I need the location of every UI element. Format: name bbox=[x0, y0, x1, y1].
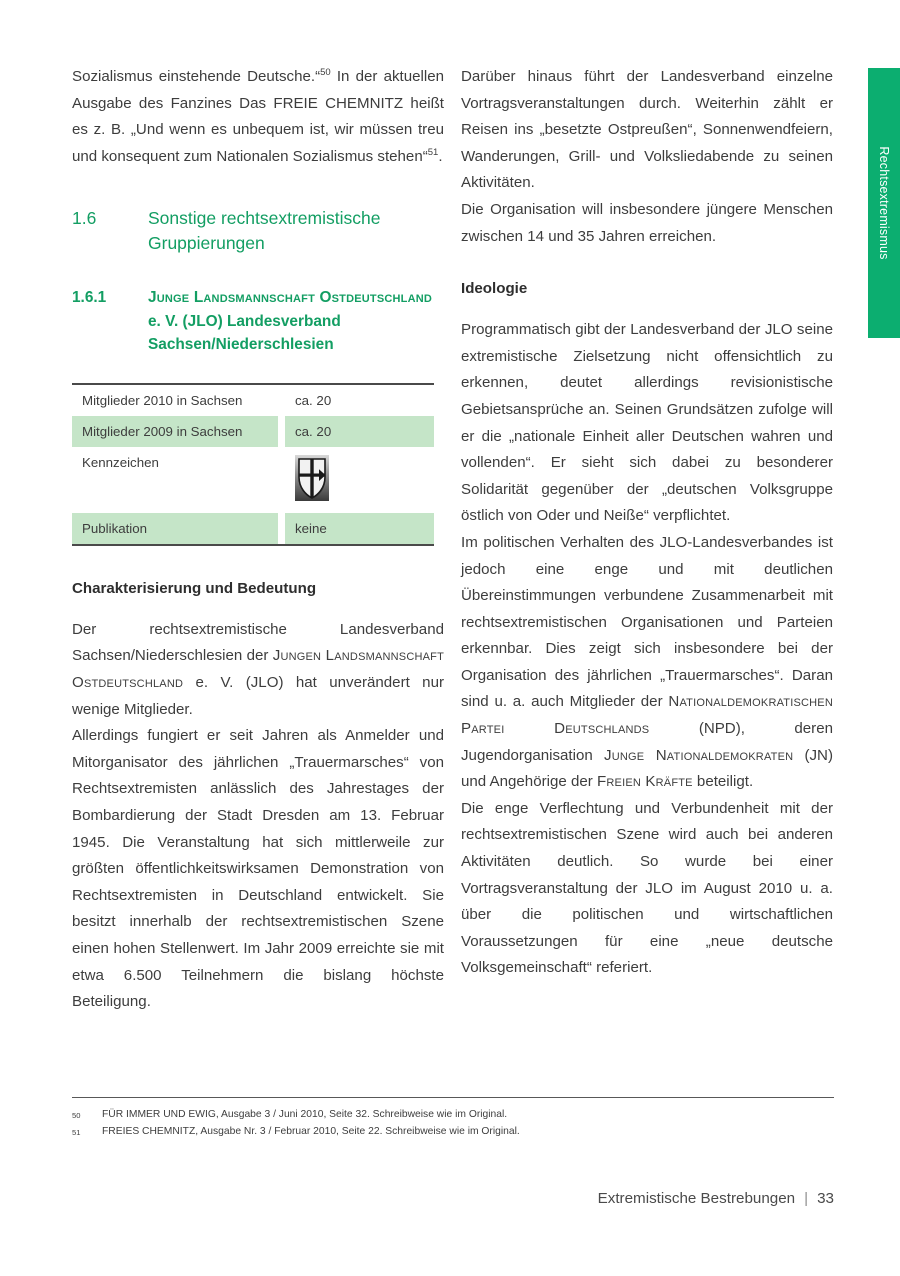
footnote-number: 51 bbox=[72, 1127, 81, 1137]
table-cell-value: ca. 20 bbox=[295, 392, 332, 408]
left-paragraph-1 bbox=[72, 617, 444, 723]
subsection-title-rest: e. V. (JLO) Landesverband Sachsen/Niederschlesien bbox=[148, 312, 341, 354]
footnote-ref-51[interactable]: 51 bbox=[427, 146, 439, 158]
section-tab-label: Rechtsextremismus bbox=[877, 146, 891, 260]
footnote-text: FREIES CHEMNITZ, Ausgabe Nr. 3 / Februar 2010, Seite 22. Schreibweise wie im Original. bbox=[102, 1125, 520, 1137]
footnote-number: 50 bbox=[72, 1111, 81, 1120]
table-column-gap bbox=[278, 416, 285, 447]
table-cell-label: Publikation bbox=[72, 513, 278, 544]
table-cell-value: ca. 20 bbox=[285, 416, 434, 447]
left-intro-paragraph bbox=[72, 64, 444, 170]
para4-part-4: beteiligt. bbox=[692, 773, 754, 791]
table-cell-label: Mitglieder 2009 in Sachsen bbox=[72, 416, 278, 447]
section-heading-1-6 bbox=[72, 206, 444, 256]
table-row bbox=[72, 513, 434, 544]
left-paragraph-2: Allerdings fungiert er seit Jahren als Anmelder und Mitorganisator des jährlichen „Trauermarsches“ von Rechtsextremisten anlässlich des Jahrestages der Bombardierung der Stadt Dresden am 13. Februar 1945. Die Veranstaltung hat sich mittlerweile zur größten öffentlichkeitswirksamen Demonstration von Rechtsextremisten in Deutschland entwickelt. Sie besitzt innerhalb der rechtsextremistischen Szene einen hohen Stellenwert. Im Jahr 2009 erreichte sie mit etwa 6.500 Teilnehmern die bislang höchste Beteiligung. bbox=[72, 727, 444, 1011]
table-cell-label: Mitglieder 2010 in Sachsen bbox=[82, 392, 243, 408]
table-column-gap bbox=[278, 513, 285, 544]
footnote-item bbox=[72, 1124, 834, 1141]
footnote-item bbox=[72, 1107, 834, 1124]
right-paragraph-5: Die enge Verflechtung und Verbundenheit mit der rechtsextremistischen Szene wird auch bei anderen Aktivitäten deutlich. So wurde bei einer Vortragsveranstaltung der JLO im August 2010 u. a. über die politischen und wirtschaftlichen Voraussetzungen für eine „neue deutsche Volksgemeinschaft“ referiert. bbox=[461, 799, 833, 977]
jlo-shield-emblem bbox=[295, 455, 329, 501]
table-column-gap bbox=[278, 385, 285, 416]
section-tab-rechtsextremismus bbox=[868, 68, 900, 338]
intro-text-part-3: . bbox=[438, 147, 443, 165]
table-cell-value: keine bbox=[285, 513, 434, 544]
table-row bbox=[72, 447, 434, 513]
left-column bbox=[72, 64, 444, 1016]
para1-part-1: Der rechtsextremistische Landesverband Sachsen/Niederschlesien der bbox=[72, 620, 444, 665]
section-number: 1.6 bbox=[72, 208, 97, 229]
subsection-number: 1.6.1 bbox=[72, 289, 107, 307]
right-paragraph-3: Programmatisch gibt der Landesverband der JLO seine extremistische Zielsetzung nicht offensichtlich zu erkennen, deutet allerdings revisionistische Gebietsansprüche an. Seinen Grundsätzen zufolge will er die „nationale Einheit aller Deutschen wahren und vollenden“. Er sieht sich dabei zu besonderer Solidarität gegenüber der „deutschen Volksgruppe östlich von Oder und Neiße“ verpflichtet. bbox=[461, 321, 833, 525]
para4-smallcaps-npd: Nationaldemokratischen Partei Deutschlands bbox=[461, 693, 833, 738]
footer-separator: | bbox=[804, 1190, 809, 1207]
para1-smallcaps-org: Jungen Landsmannschaft Ostdeutschland bbox=[72, 647, 444, 692]
footnote-separator-rule bbox=[72, 1097, 834, 1098]
page-footer bbox=[598, 1190, 834, 1207]
right-column bbox=[461, 64, 833, 982]
subsection-title-smallcaps: Junge Landsmannschaft Ostdeutschland bbox=[148, 289, 433, 307]
table-cell-emblem bbox=[285, 447, 434, 513]
footer-page-number: 33 bbox=[817, 1190, 834, 1207]
para1-part-2: e. V. (JLO) hat unverändert nur wenige Mitglieder. bbox=[72, 674, 444, 718]
right-paragraph-1: Darüber hinaus führt der Landesverband einzelne Vortragsveranstaltungen durch. Weiterhin zählt er Reisen ins „besetzte Ostpreußen“, Sonnenwendfeiern, Wanderungen, Grill- und Volksliedabende zu seinen Aktivitäten. bbox=[461, 68, 833, 192]
table-cell-label: Kennzeichen bbox=[82, 454, 159, 470]
table-row bbox=[72, 385, 434, 416]
table-row bbox=[72, 416, 434, 447]
footer-title: Extremistische Bestrebungen bbox=[597, 1190, 796, 1207]
table-bottom-rule bbox=[72, 544, 434, 546]
table-column-gap bbox=[278, 447, 285, 513]
subsection-heading-1-6-1 bbox=[72, 286, 444, 357]
para4-part-3: (JN) und Angehörige der bbox=[461, 746, 833, 791]
right-paragraph-2: Die Organisation will insbesondere jüngere Menschen zwischen 14 und 35 Jahren erreichen. bbox=[461, 200, 833, 245]
footnote-text: FÜR IMMER UND EWIG, Ausgabe 3 / Juni 2010, Seite 32. Schreibweise wie im Original. bbox=[102, 1109, 508, 1120]
organisation-facts-table bbox=[72, 383, 434, 546]
heading-ideologie: Ideologie bbox=[461, 280, 528, 298]
intro-text-part-2: In der aktuellen Ausgabe des Fanzines Das FREIE CHEMNITZ heißt es z. B. „Und wenn es unbequem ist, wir müssen treu und konsequent zum Nationalen Sozialismus stehen“ bbox=[72, 68, 444, 165]
para4-part-1: Im politischen Verhalten des JLO-Landesverbandes ist jedoch eine enge und mit deutlichen Übereinstimmungen verbundene Zusammenarbeit mit rechtsextremistischen Organisationen und Parteien erkennbar. Dies zeigt sich insbesondere bei der Organisation des jährlichen „Trauermarsches“. Daran sind u. a. auch Mitglieder der bbox=[461, 533, 833, 711]
para4-smallcaps-freie-kraefte: Freien Kräfte bbox=[596, 773, 693, 791]
section-title: Sonstige rechtsextremistische Gruppierungen bbox=[148, 208, 381, 254]
intro-text-part-1: Sozialismus einstehende Deutsche.“ bbox=[72, 68, 321, 85]
footnotes-area bbox=[72, 1097, 834, 1140]
right-paragraph-4 bbox=[461, 530, 833, 796]
footnote-ref-50[interactable]: 50 bbox=[320, 66, 331, 78]
para4-smallcaps-jn: Junge Nationaldemokraten bbox=[603, 746, 794, 764]
subsection-title bbox=[148, 286, 444, 357]
para4-part-2: (NPD), deren Jugendorganisation bbox=[461, 720, 834, 764]
heading-charakterisierung: Charakterisierung und Bedeutung bbox=[72, 579, 317, 597]
